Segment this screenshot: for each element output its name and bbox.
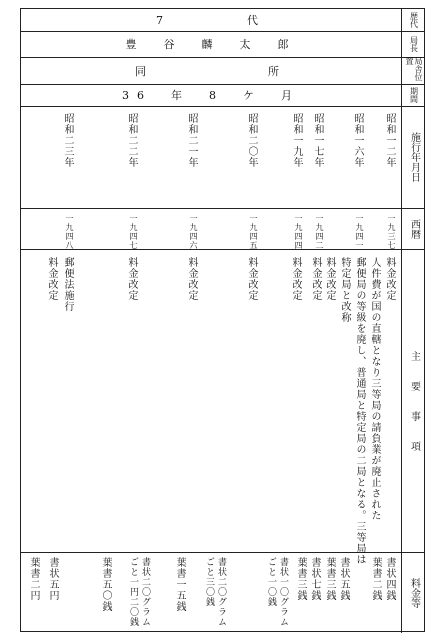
entry-western: 一九四八	[65, 214, 74, 250]
entry-western: 一九四六	[189, 214, 198, 250]
entry-date: 昭和二一年	[186, 113, 197, 168]
entry-event: 特定局と改称	[339, 257, 350, 323]
entry-fee: 書状一〇グラムごと一〇銭	[266, 557, 288, 627]
entry-fee: 書状五円	[47, 557, 58, 601]
entry-date: 昭和二三年	[62, 113, 73, 168]
generation-value: 7 代	[156, 14, 266, 27]
entry-western: 一九四二	[315, 214, 324, 250]
entry-fee: 書状五銭	[338, 557, 349, 601]
label-date: 施行年月日	[408, 132, 420, 182]
entry-event: 郵便局の等級を廃し、普通局と特定局の二局となる。三等局は	[354, 257, 365, 565]
label-location: 局舎位置	[405, 57, 423, 81]
period-value: 36 年 8 ケ 月	[122, 89, 300, 102]
entry-date: 昭和二〇年	[246, 113, 257, 168]
entry-fee: 葉書五〇銭	[100, 557, 111, 612]
label-director: 局長	[409, 36, 419, 52]
entry-fee: 葉書二円	[28, 557, 39, 601]
director-name: 豊 谷 麟 太 郎	[125, 38, 297, 51]
entry-fee: 書状二〇グラムごと一円二〇銭	[128, 557, 150, 627]
entry-event: 人件費が国の直轄となり三等局の請負業が廃止された	[369, 257, 380, 521]
label-fees: 料金等	[408, 577, 420, 608]
entry-event: 郵便法施行	[62, 257, 73, 312]
entry-western: 一九四五	[249, 214, 258, 250]
entry-fee: 葉書一五銭	[174, 557, 185, 612]
entry-event: 料金改定	[310, 257, 321, 301]
label-events: 主 要 事 項	[408, 350, 420, 451]
entry-fee: 書状二〇グラムごと三〇銭	[204, 557, 226, 627]
entry-date: 昭和一七年	[312, 113, 323, 168]
entry-event: 料金改定	[246, 257, 257, 301]
entry-event: 料金改定	[384, 257, 395, 301]
label-generation: 歴代	[409, 12, 419, 28]
entry-event: 料金改定	[290, 257, 301, 301]
entry-fee: 葉書三銭	[295, 557, 306, 601]
entry-fee: 葉書三銭	[324, 557, 335, 601]
entry-event: 料金改定	[126, 257, 137, 301]
entry-western: 一九四一	[355, 214, 364, 250]
entry-western: 一九三七	[387, 214, 396, 250]
entry-fee: 葉書二銭	[370, 557, 381, 601]
entry-western: 一九四四	[294, 214, 303, 250]
entry-date: 昭和一九年	[291, 113, 302, 168]
entry-date: 昭和一二年	[384, 113, 395, 168]
entry-event: 料金改定	[46, 257, 57, 301]
label-period: 期間	[409, 87, 419, 103]
entry-fee: 書状四銭	[384, 557, 395, 601]
entry-date: 昭和一六年	[352, 113, 363, 168]
entry-event: 料金改定	[186, 257, 197, 301]
label-western: 西暦	[408, 218, 420, 239]
entry-western: 一九四七	[129, 214, 138, 250]
location-value: 同 所	[135, 64, 287, 78]
entry-date: 昭和二二年	[126, 113, 137, 168]
entry-event: 料金改定	[324, 257, 335, 301]
entry-fee: 書状七銭	[309, 557, 320, 601]
record-table	[20, 8, 425, 632]
